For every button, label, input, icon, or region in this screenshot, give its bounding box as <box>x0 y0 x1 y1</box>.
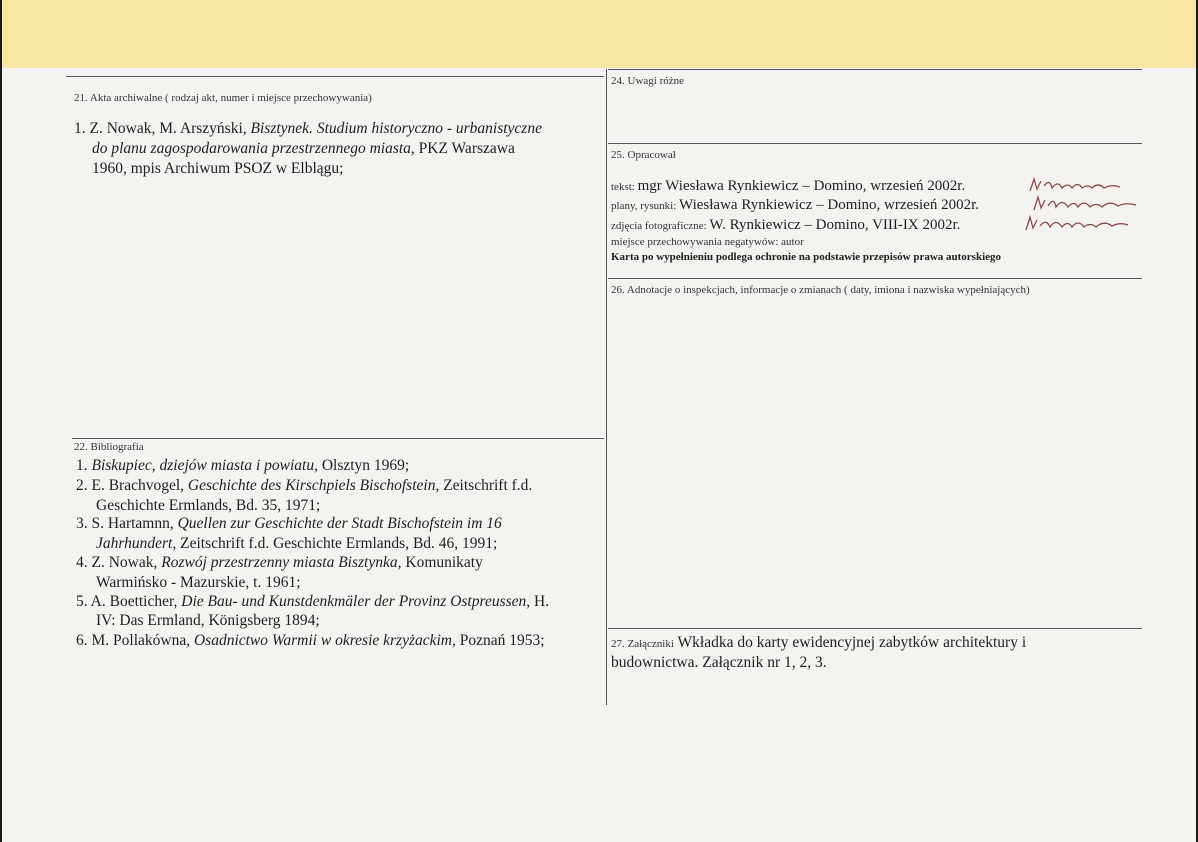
prepared-text-value: mgr Wiesława Rynkiewicz – Domino, wrzesień 2002r. <box>637 178 966 194</box>
biblio-author: Z. Nowak, <box>91 554 162 571</box>
archive-author: Z. Nowak, M. Arszyński, <box>89 120 251 137</box>
archive-item-line1 <box>74 120 542 138</box>
prepared-text-label: tekst: <box>611 181 638 193</box>
rule-25 <box>608 143 1142 144</box>
attachments-line1 <box>611 634 1026 652</box>
archive-title2: do planu zagospodarowania przestrzennego miasta, <box>92 140 415 157</box>
biblio-num: 5. <box>76 593 88 610</box>
biblio-rest: Zeitschrift f.d. <box>439 477 533 494</box>
biblio-title-cont: Jahrhundert, <box>96 535 177 552</box>
prepared-photos-value: W. Rynkiewicz – Domino, VIII-IX 2002r. <box>709 217 961 233</box>
rule-top-right <box>608 69 1142 70</box>
biblio-title: Quellen zur Geschichte der Stadt Bischofstein im 16 <box>177 515 502 532</box>
biblio-num: 4. <box>76 554 88 571</box>
archive-heading: 21. Akta archiwalne ( rodzaj akt, numer i miejsce przechowywania) <box>74 92 372 104</box>
biblio-heading: 22. Bibliografia <box>74 441 144 453</box>
archive-num: 1. <box>74 120 86 137</box>
prepared-storage: miejsce przechowywania negatywów: autor <box>611 236 804 248</box>
prepared-plans-label: plany, rysunki: <box>611 200 680 212</box>
copyright-notice: Karta po wypełnieniu podlega ochronie na podstawie przepisów prawa autorskiego <box>611 251 1002 263</box>
biblio-title: Die Bau- und Kunstdenkmäler der Provinz Ostpreussen, <box>181 593 531 610</box>
biblio-item-1 <box>76 457 409 475</box>
biblio-rest: Olsztyn 1969; <box>317 457 410 474</box>
rule-top-left <box>66 76 604 77</box>
attachments-heading: 27. Załączniki <box>611 638 674 650</box>
biblio-item-3-cont <box>96 535 497 553</box>
archive-rest2: PKZ Warszawa <box>414 140 515 157</box>
scan-top-band <box>0 0 1198 68</box>
biblio-item-5 <box>76 593 549 611</box>
biblio-item-2 <box>76 477 532 495</box>
biblio-title: Osadnictwo Warmii w okresie krzyżackim, <box>193 632 456 649</box>
remarks-heading: 24. Uwagi różne <box>611 75 685 87</box>
signature-mark-1 <box>1028 176 1128 196</box>
biblio-num: 3. <box>76 515 88 532</box>
biblio-num: 1. <box>76 457 88 474</box>
signature-mark-3 <box>1024 214 1132 236</box>
biblio-author: S. Hartamnn, <box>91 515 178 532</box>
attachments-line2: budownictwa. Załącznik nr 1, 2, 3. <box>611 654 827 671</box>
biblio-author: M. Pollakówna, <box>91 632 194 649</box>
biblio-item-3 <box>76 515 502 533</box>
biblio-title: Biskupiec, dziejów miasta i powiatu, <box>91 457 318 474</box>
archive-title1: Bisztynek. Studium historyczno - urbanistyczne <box>250 120 542 137</box>
attachments-text1: Wkładka do karty ewidencyjnej zabytków architektury i <box>673 634 1027 651</box>
prepared-heading: 25. Opracował <box>611 149 676 161</box>
column-divider <box>606 69 607 705</box>
biblio-rest-cont: Zeitschrift f.d. Geschichte Ermlands, Bd. 46, 1991; <box>176 535 498 552</box>
prepared-plans-line <box>611 196 979 214</box>
biblio-item-6 <box>76 632 545 650</box>
biblio-num: 6. <box>76 632 88 649</box>
rule-22 <box>72 438 604 439</box>
biblio-num: 2. <box>76 477 88 494</box>
biblio-rest: Komunikaty <box>401 554 483 571</box>
rule-26 <box>608 278 1142 279</box>
biblio-title: Geschichte des Kirschpiels Bischofstein, <box>187 477 440 494</box>
biblio-item-2-cont: Geschichte Ermlands, Bd. 35, 1971; <box>96 497 321 514</box>
biblio-rest: Poznań 1953; <box>455 632 545 649</box>
signature-mark-2 <box>1032 194 1140 216</box>
biblio-rest: H. <box>530 593 550 610</box>
biblio-item-4 <box>76 554 483 572</box>
archive-item-line2 <box>92 140 515 158</box>
rule-27 <box>608 628 1142 629</box>
biblio-item-5-cont: IV: Das Ermland, Königsberg 1894; <box>96 612 320 629</box>
biblio-item-4-cont: Warmińsko - Mazurskie, t. 1961; <box>96 574 301 591</box>
archive-item-line3: 1960, mpis Archiwum PSOZ w Elblągu; <box>92 160 344 177</box>
scan-left-edge <box>0 0 2 842</box>
inspections-heading: 26. Adnotacje o inspekcjach, informacje o zmianach ( daty, imiona i nazwiska wypełniających) <box>611 284 1030 296</box>
biblio-author: A. Boetticher, <box>90 593 182 610</box>
biblio-author: E. Brachvogel, <box>91 477 188 494</box>
prepared-photos-line <box>611 216 960 234</box>
biblio-title: Rozwój przestrzenny miasta Bisztynka, <box>161 554 402 571</box>
prepared-photos-label: zdjęcia fotograficzne: <box>611 220 710 232</box>
prepared-text-line <box>611 177 965 195</box>
prepared-plans-value: Wiesława Rynkiewicz – Domino, wrzesień 2002r. <box>679 197 980 213</box>
